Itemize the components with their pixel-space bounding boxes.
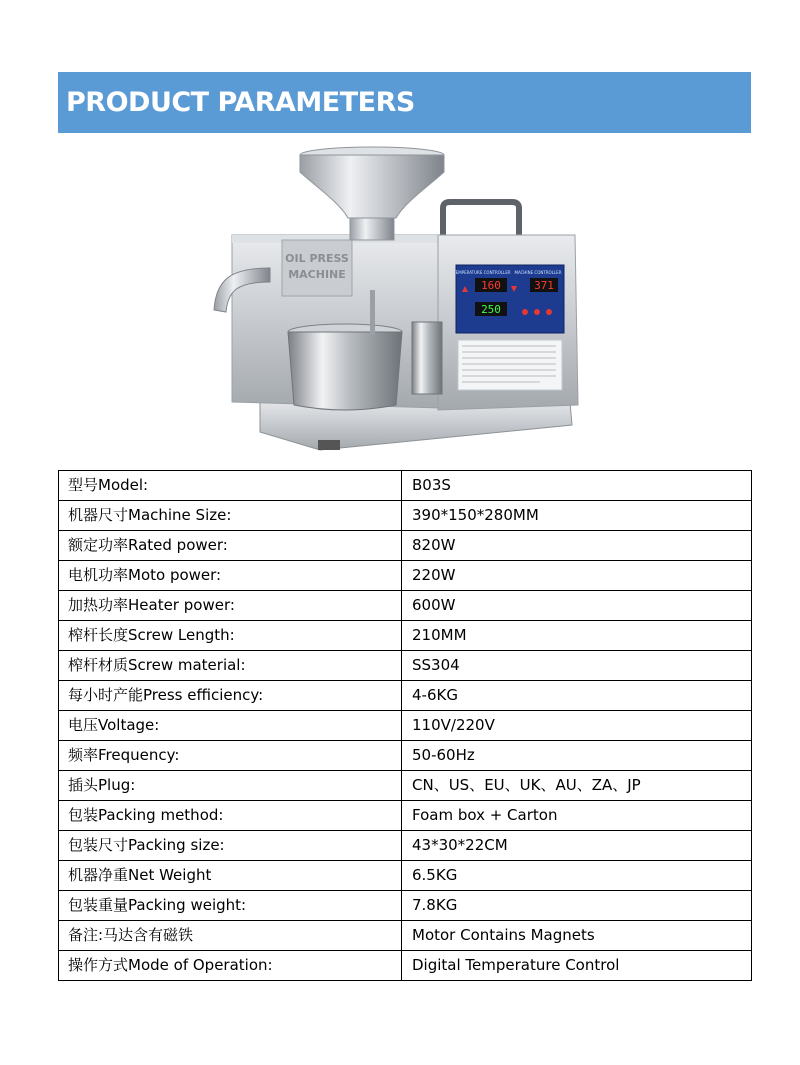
- spec-value: 7.8KG: [402, 891, 752, 921]
- spec-label: 型号Model:: [59, 471, 402, 501]
- spec-value: Digital Temperature Control: [402, 951, 752, 981]
- label-line1: OIL PRESS: [285, 252, 349, 265]
- spec-row: [59, 801, 752, 831]
- spec-row: [59, 621, 752, 651]
- spec-value: 110V/220V: [402, 711, 752, 741]
- specifications-body: [59, 471, 752, 981]
- current-temp-display: 160: [481, 279, 501, 292]
- spec-row: [59, 711, 752, 741]
- spec-label: 包装Packing method:: [59, 801, 402, 831]
- spec-label: 榨杆材质Screw material:: [59, 651, 402, 681]
- spec-label: 电压Voltage:: [59, 711, 402, 741]
- spec-label: 电机功率Moto power:: [59, 561, 402, 591]
- oil-press-machine-image: [200, 140, 600, 460]
- spec-row: [59, 891, 752, 921]
- spec-value: 220W: [402, 561, 752, 591]
- spec-value: CN、US、EU、UK、AU、ZA、JP: [402, 771, 752, 801]
- spec-label: 机器净重Net Weight: [59, 861, 402, 891]
- spec-label: 每小时产能Press efficiency:: [59, 681, 402, 711]
- spec-label: 加热功率Heater power:: [59, 591, 402, 621]
- spec-value: 4-6KG: [402, 681, 752, 711]
- spec-value: 50-60Hz: [402, 741, 752, 771]
- spec-row: [59, 921, 752, 951]
- set-temp-display: 250: [481, 303, 501, 316]
- spec-row: [59, 531, 752, 561]
- spec-row: [59, 741, 752, 771]
- spec-row: [59, 561, 752, 591]
- machine-display: 371: [534, 279, 554, 292]
- spec-label: 操作方式Mode of Operation:: [59, 951, 402, 981]
- spec-value: SS304: [402, 651, 752, 681]
- title-banner: [58, 72, 751, 133]
- spec-value: 820W: [402, 531, 752, 561]
- spec-row: [59, 681, 752, 711]
- spec-row: [59, 831, 752, 861]
- spec-label: 榨杆长度Screw Length:: [59, 621, 402, 651]
- spec-value: B03S: [402, 471, 752, 501]
- spec-row: [59, 651, 752, 681]
- spec-row: [59, 591, 752, 621]
- spec-value: Motor Contains Magnets: [402, 921, 752, 951]
- spec-label: 包装重量Packing weight:: [59, 891, 402, 921]
- spec-row: [59, 471, 752, 501]
- spec-value: 6.5KG: [402, 861, 752, 891]
- spec-row: [59, 771, 752, 801]
- spec-value: 43*30*22CM: [402, 831, 752, 861]
- spec-row: [59, 861, 752, 891]
- spec-label: 备注:马达含有磁铁: [59, 921, 402, 951]
- temperature-controller-title: TEMPERATURE CONTROLLER: [453, 270, 511, 275]
- spec-label: 额定功率Rated power:: [59, 531, 402, 561]
- machine-controller-title: MACHINE CONTROLLER: [514, 270, 562, 275]
- specifications-table: [58, 470, 752, 981]
- spec-value: 390*150*280MM: [402, 501, 752, 531]
- spec-label: 频率Frequency:: [59, 741, 402, 771]
- spec-value: 210MM: [402, 621, 752, 651]
- spec-value: 600W: [402, 591, 752, 621]
- spec-row: [59, 501, 752, 531]
- spec-value: Foam box + Carton: [402, 801, 752, 831]
- spec-label: 机器尺寸Machine Size:: [59, 501, 402, 531]
- label-line2: MACHINE: [288, 268, 346, 281]
- spec-label: 插头Plug:: [59, 771, 402, 801]
- spec-label: 包装尺寸Packing size:: [59, 831, 402, 861]
- page-title: PRODUCT PARAMETERS: [66, 87, 415, 118]
- spec-row: [59, 951, 752, 981]
